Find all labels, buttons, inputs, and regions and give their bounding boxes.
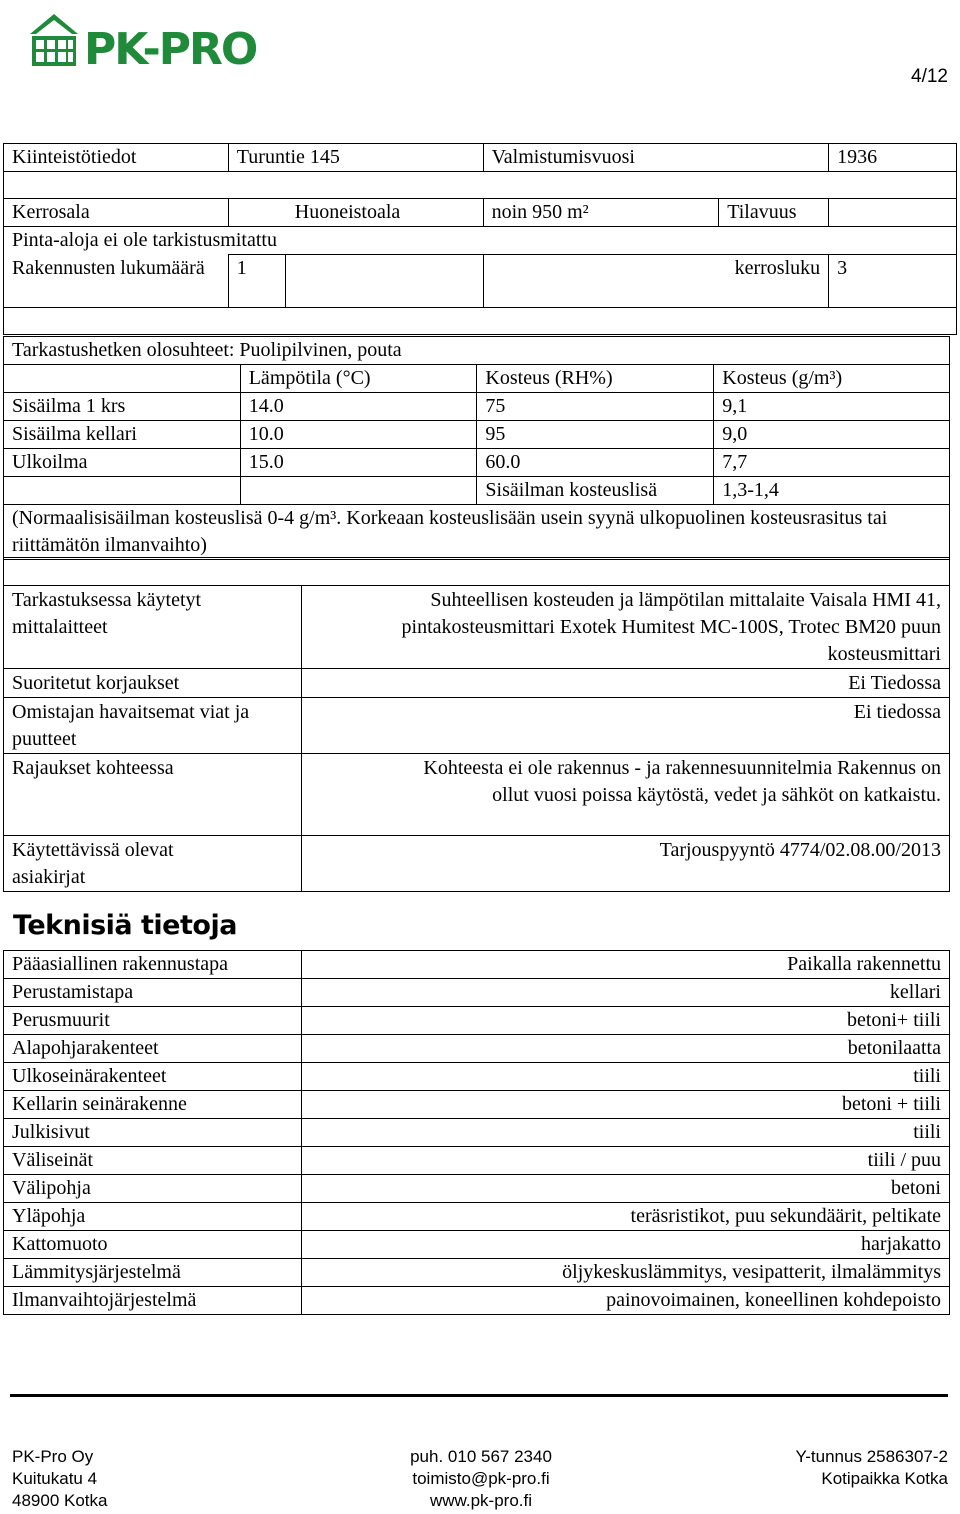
table-row xyxy=(4,1231,950,1259)
place-cell: Sisäilma 1 krs xyxy=(4,393,241,421)
page-number: 4/12 xyxy=(911,66,948,87)
inspection-table xyxy=(3,585,950,892)
table-row xyxy=(4,1147,950,1175)
abs-cell: 7,7 xyxy=(714,449,950,477)
tech-value: kellari xyxy=(301,979,949,1007)
rh-cell: 75 xyxy=(477,393,714,421)
abs-cell: 9,1 xyxy=(714,393,950,421)
room-area-label: Huoneistoala xyxy=(228,199,483,227)
temp-cell: 15.0 xyxy=(240,449,477,477)
floor-area-label: Kerrosala xyxy=(4,199,229,227)
table-row xyxy=(4,393,950,421)
table-row xyxy=(4,698,950,754)
tech-value: Paikalla rakennettu xyxy=(301,951,949,979)
pk-pro-logo xyxy=(28,12,290,70)
inspection-value: Tarjouspyyntö 4774/02.08.00/2013 xyxy=(301,836,949,892)
table-row xyxy=(4,669,950,698)
built-label: Valmistumisvuosi xyxy=(483,144,829,172)
inspection-label: Käytettävissä olevat asiakirjat xyxy=(4,836,302,892)
empty-cell xyxy=(285,255,483,308)
tech-label: Ilmanvaihtojärjestelmä xyxy=(4,1287,302,1315)
footer-street: Kuitukatu 4 xyxy=(12,1469,98,1488)
tech-label: Yläpohja xyxy=(4,1203,302,1231)
tech-value: painovoimainen, koneellinen kohdepoisto xyxy=(301,1287,949,1315)
table-row xyxy=(4,754,950,836)
buildings-value: 1 xyxy=(228,255,285,308)
footer-contact xyxy=(398,1446,564,1512)
tech-label: Välipohja xyxy=(4,1175,302,1203)
footer-divider xyxy=(10,1394,948,1397)
volume-label: Tilavuus xyxy=(719,199,829,227)
inspection-label: Omistajan havaitsemat viat ja puutteet xyxy=(4,698,302,754)
table-row xyxy=(4,1063,950,1091)
footer-phone: puh. 010 567 2340 xyxy=(410,1447,552,1466)
footer-company-name: PK-Pro Oy xyxy=(12,1447,94,1466)
table-row xyxy=(4,1007,950,1035)
tech-label: Ulkoseinärakenteet xyxy=(4,1063,302,1091)
table-row xyxy=(4,421,950,449)
footer-registration xyxy=(795,1446,948,1490)
table-row xyxy=(4,1203,950,1231)
table-row xyxy=(4,1035,950,1063)
footer-business-id: Y-tunnus 2586307-2 xyxy=(795,1447,948,1466)
rh-cell: 95 xyxy=(477,421,714,449)
buildings-label: Rakennusten lukumäärä xyxy=(4,255,229,308)
temp-cell: 14.0 xyxy=(240,393,477,421)
tech-label: Perusmuurit xyxy=(4,1007,302,1035)
inspection-label: Rajaukset kohteessa xyxy=(4,754,302,836)
tech-label: Alapohjarakenteet xyxy=(4,1035,302,1063)
built-year: 1936 xyxy=(829,144,957,172)
tech-value: betoni+ tiili xyxy=(301,1007,949,1035)
tech-value: teräsristikot, puu sekundäärit, peltikate xyxy=(301,1203,949,1231)
abs-header: Kosteus (g/m³) xyxy=(714,365,950,393)
tech-label: Lämmitysjärjestelmä xyxy=(4,1259,302,1287)
tech-value: harjakatto xyxy=(301,1231,949,1259)
area-note: Pinta-aloja ei ole tarkistusmitattu xyxy=(4,227,957,255)
tech-value: tiili xyxy=(301,1063,949,1091)
conditions-title: Tarkastushetken olosuhteet: Puolipilvinen, pouta xyxy=(4,337,950,365)
abs-cell: 9,0 xyxy=(714,421,950,449)
footer-web[interactable]: www.pk-pro.fi xyxy=(429,1491,533,1510)
table-row xyxy=(4,586,950,669)
inspection-value: Suhteellisen kosteuden ja lämpötilan mittalaite Vaisala HMI 41, pintakosteusmittari Exotek Humitest MC-100S, Trotec BM20 puun kosteusmittari xyxy=(301,586,949,669)
empty-row xyxy=(4,308,957,335)
tech-label: Väliseinät xyxy=(4,1147,302,1175)
inspection-value: Kohteesta ei ole rakennus - ja rakennesuunnitelmia Rakennus on ollut vuosi poissa käytöstä, vedet ja sähköt on katkaistu. xyxy=(301,754,949,836)
technical-table xyxy=(3,950,950,1315)
tech-value: tiili / puu xyxy=(301,1147,949,1175)
spacer-row xyxy=(3,557,950,585)
rh-cell: 60.0 xyxy=(477,449,714,477)
inspection-value: Ei Tiedossa xyxy=(301,669,949,698)
floors-label: kerrosluku xyxy=(483,255,829,308)
tech-value: betoni xyxy=(301,1175,949,1203)
property-address: Turuntie 145 xyxy=(228,144,483,172)
table-row xyxy=(4,1091,950,1119)
conditions-note: (Normaalisisäilman kosteuslisä 0-4 g/m³. Korkeaan kosteuslisään usein syynä ulkopuolinen kosteusrasitus tai riittämätön ilmanvaihto) xyxy=(4,505,950,560)
tech-value: tiili xyxy=(301,1119,949,1147)
empty-cell xyxy=(4,365,241,393)
tech-value: betonilaatta xyxy=(301,1035,949,1063)
place-cell: Ulkoilma xyxy=(4,449,241,477)
table-row xyxy=(4,836,950,892)
empty-cell xyxy=(240,477,477,505)
conditions-table xyxy=(3,336,950,560)
table-row xyxy=(4,1119,950,1147)
tech-label: Kellarin seinärakenne xyxy=(4,1091,302,1119)
property-label: Kiinteistötiedot xyxy=(4,144,229,172)
room-area-value: noin 950 m² xyxy=(483,199,719,227)
logo-wordmark: PK-PRO xyxy=(84,24,257,70)
tech-value: öljykeskuslämmitys, vesipatterit, ilmalämmitys xyxy=(301,1259,949,1287)
temp-header: Lämpötila (°C) xyxy=(240,365,477,393)
empty-row xyxy=(4,172,957,199)
table-row xyxy=(4,1287,950,1315)
footer-domicile: Kotipaikka Kotka xyxy=(821,1469,948,1488)
table-row xyxy=(4,951,950,979)
table-row xyxy=(4,1259,950,1287)
footer-city: 48900 Kotka xyxy=(12,1491,108,1510)
section-heading: Teknisiä tietoja xyxy=(13,910,237,941)
table-row xyxy=(4,979,950,1007)
extra-label: Sisäilman kosteuslisä xyxy=(477,477,714,505)
inspection-label: Tarkastuksessa käytetyt mittalaitteet xyxy=(4,586,302,669)
floors-value: 3 xyxy=(829,255,957,308)
tech-label: Julkisivut xyxy=(4,1119,302,1147)
extra-value: 1,3-1,4 xyxy=(714,477,950,505)
volume-value xyxy=(829,199,957,227)
table-row xyxy=(4,1175,950,1203)
tech-label: Perustamistapa xyxy=(4,979,302,1007)
footer-email[interactable]: toimisto@pk-pro.fi xyxy=(412,1469,550,1488)
table-row xyxy=(4,449,950,477)
tech-label: Pääasiallinen rakennustapa xyxy=(4,951,302,979)
footer-company xyxy=(12,1446,107,1512)
temp-cell: 10.0 xyxy=(240,421,477,449)
property-table xyxy=(3,143,957,335)
rh-header: Kosteus (RH%) xyxy=(477,365,714,393)
tech-label: Kattomuoto xyxy=(4,1231,302,1259)
inspection-value: Ei tiedossa xyxy=(301,698,949,754)
tech-value: betoni + tiili xyxy=(301,1091,949,1119)
empty-cell xyxy=(4,477,241,505)
place-cell: Sisäilma kellari xyxy=(4,421,241,449)
inspection-label: Suoritetut korjaukset xyxy=(4,669,302,698)
